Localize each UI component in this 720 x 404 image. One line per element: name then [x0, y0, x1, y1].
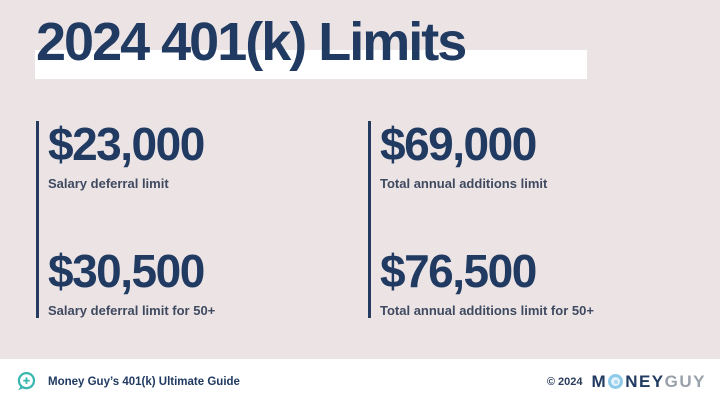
stat-salary-deferral-50plus	[48, 244, 216, 319]
target-o-icon	[608, 374, 623, 389]
stat-value: $30,500	[48, 244, 204, 297]
stat-label: Salary deferral limit	[48, 176, 169, 191]
moneyguy-logo	[592, 372, 706, 392]
chat-plus-icon	[15, 371, 37, 393]
stat-label: Total annual additions limit	[380, 176, 548, 191]
brand-part-guy: GUY	[664, 371, 706, 391]
stat-value: $76,500	[380, 244, 536, 297]
brand-part-m: M	[591, 371, 608, 391]
footer-brand-area	[547, 372, 706, 392]
footer-bar	[0, 359, 720, 404]
footer-guide	[15, 371, 240, 393]
stat-total-additions-50plus	[380, 244, 594, 319]
stat-value: $23,000	[48, 118, 204, 170]
stats-column-left	[36, 118, 216, 318]
stat-value: $69,000	[380, 118, 536, 170]
footer-guide-label: Money Guy’s 401(k) Ultimate Guide	[48, 375, 240, 388]
stat-label: Salary deferral limit for 50+	[48, 302, 216, 318]
brand-part-ney: NEY	[625, 371, 665, 391]
page-title: 2024 401(k) Limits	[36, 12, 466, 72]
stat-salary-deferral	[48, 118, 215, 192]
copyright-text: © 2024	[546, 375, 583, 388]
stats-column-right	[368, 118, 594, 318]
stat-label: Total annual additions limit for 50+	[380, 302, 594, 318]
stat-total-additions	[380, 118, 594, 192]
